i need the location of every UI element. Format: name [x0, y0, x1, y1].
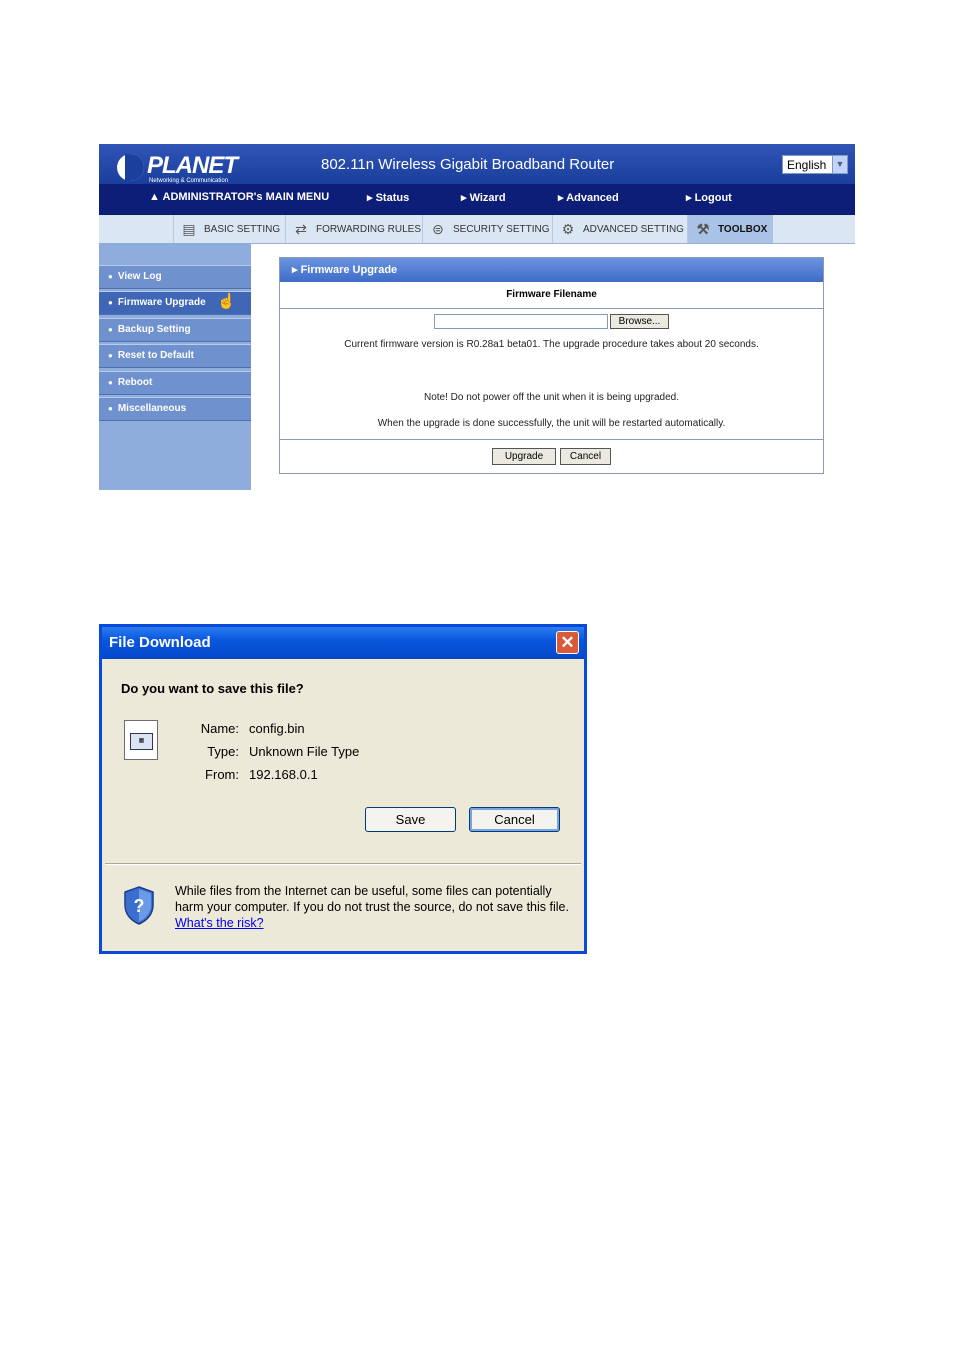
bullet-icon: ● [108, 325, 113, 334]
tab-toolbox[interactable]: ⚒ TOOLBOX [687, 215, 773, 243]
router-header [99, 144, 855, 215]
from-label: From: [205, 767, 239, 782]
nav-logout[interactable]: ▸ Logout [686, 192, 732, 204]
browse-button[interactable]: Browse... [610, 314, 669, 329]
bullet-icon: ● [108, 378, 113, 387]
panel-title: ▸ Firmware Upgrade [280, 258, 823, 282]
panel-button-row [280, 439, 823, 474]
whats-the-risk-link[interactable]: What's the risk? [175, 916, 264, 930]
tab-basic-setting[interactable]: ▤ BASIC SETTING [173, 215, 285, 243]
language-value: English [787, 158, 827, 172]
upgrade-button[interactable]: Upgrade [492, 448, 556, 465]
dialog-title: File Download [109, 634, 211, 651]
from-value: 192.168.0.1 [249, 767, 318, 782]
type-label: Type: [207, 744, 239, 759]
bullet-icon: ● [108, 298, 113, 307]
save-button[interactable]: Save [365, 807, 456, 832]
advanced-icon: ⚙ [561, 221, 575, 237]
bullet-icon: ● [108, 272, 113, 281]
sidebar-item-view-log[interactable]: ● View Log [99, 265, 251, 289]
settings-tab-bar [99, 215, 855, 244]
nav-advanced[interactable]: ▸ Advanced [558, 192, 619, 204]
bullet-icon: ● [108, 404, 113, 413]
main-menu-bar [99, 184, 855, 214]
sidebar-item-reboot[interactable]: ● Reboot [99, 371, 251, 395]
nav-status[interactable]: ▸ Status [367, 192, 410, 204]
sidebar-item-backup-setting[interactable]: ● Backup Setting [99, 318, 251, 342]
shield-question-icon [122, 885, 156, 925]
dialog-cancel-button[interactable]: Cancel [469, 807, 560, 832]
firmware-upgrade-panel [279, 257, 824, 474]
document-icon: ▤ [182, 221, 196, 237]
language-select[interactable] [782, 155, 848, 174]
sidebar-item-firmware-upgrade[interactable]: ● Firmware Upgrade ☝ [99, 291, 251, 315]
security-warning [175, 883, 575, 931]
arrow-right-icon: ▸ [367, 192, 376, 204]
sidebar-item-reset-to-default[interactable]: ● Reset to Default [99, 344, 251, 368]
forward-icon: ⇄ [295, 221, 307, 237]
tab-security-setting[interactable]: ⊜ SECURITY SETTING [422, 215, 552, 243]
toolbox-icon: ⚒ [696, 221, 710, 237]
svg-text:?: ? [133, 896, 145, 916]
router-admin-window [99, 144, 855, 490]
chevron-down-icon[interactable]: ▼ [832, 156, 847, 173]
bullet-icon: ● [108, 351, 113, 360]
brand-name: PLANET [147, 152, 237, 179]
type-value: Unknown File Type [249, 744, 360, 759]
brand-tagline: Networking & Communication [149, 178, 229, 184]
person-icon: ▲ [149, 191, 163, 203]
arrow-right-icon: ▸ [558, 192, 567, 204]
firmware-version-text: Current firmware version is R0.28a1 beta01. The upgrade procedure takes about 20 seconds. [344, 339, 759, 350]
name-label: Name: [200, 721, 239, 736]
nav-admin-main-menu[interactable]: ▲ ADMINISTRATOR's MAIN MENU [149, 191, 330, 203]
firmware-filename-label: Firmware Filename [280, 282, 823, 309]
security-icon: ⊜ [432, 221, 444, 237]
file-download-dialog [99, 624, 587, 954]
power-off-note: Note! Do not power off the unit when it is being upgraded. [424, 392, 679, 403]
save-question: Do you want to save this file? [121, 681, 304, 696]
nav-wizard[interactable]: ▸ Wizard [461, 192, 506, 204]
name-value: config.bin [249, 721, 305, 736]
arrow-right-icon: ▸ [461, 192, 470, 204]
toolbox-sidebar [99, 243, 251, 490]
dialog-titlebar[interactable] [102, 627, 584, 659]
restart-note: When the upgrade is done successfully, the unit will be restarted automatically. [377, 418, 726, 429]
tab-forwarding-rules[interactable]: ⇄ FORWARDING RULES [285, 215, 422, 243]
planet-logo-icon [117, 154, 144, 181]
firmware-file-input[interactable] [434, 314, 608, 329]
tab-advanced-setting[interactable]: ⚙ ADVANCED SETTING [552, 215, 687, 243]
dialog-separator [105, 863, 581, 865]
hand-cursor-icon: ☝ [217, 293, 236, 310]
close-icon[interactable]: ✕ [556, 631, 579, 654]
arrow-right-icon: ▸ [292, 264, 301, 276]
warning-text: While files from the Internet can be useful, some files can potentially harm your computer. If you do not trust the source, do not save this file. [175, 884, 569, 914]
sidebar-item-miscellaneous[interactable]: ● Miscellaneous [99, 397, 251, 421]
product-title: 802.11n Wireless Gigabit Broadband Router [321, 156, 615, 173]
file-preview-icon: ▦ [130, 733, 153, 750]
arrow-right-icon: ▸ [686, 192, 695, 204]
cancel-button[interactable]: Cancel [560, 448, 611, 465]
